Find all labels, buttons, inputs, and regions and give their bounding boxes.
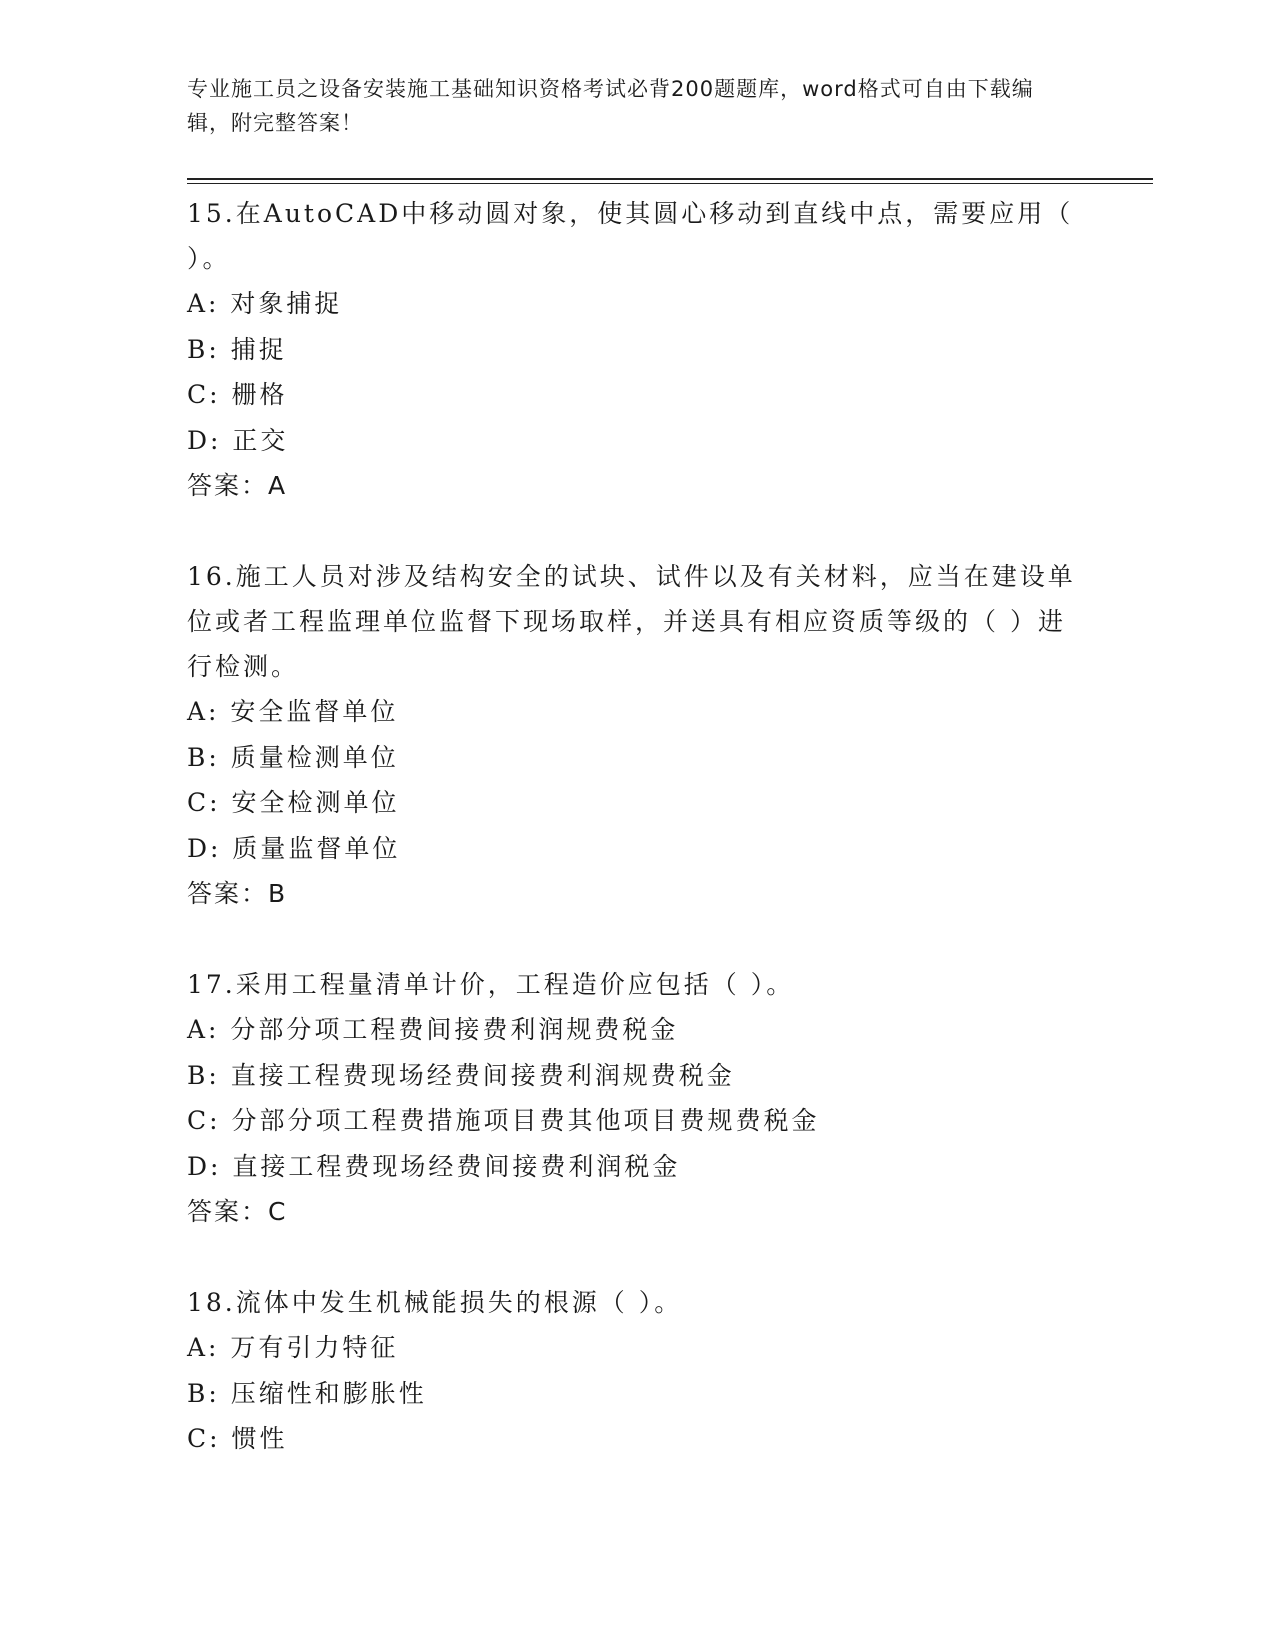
option-d: D: 正交 [187, 425, 289, 455]
option-c: C: 惯性 [187, 1424, 288, 1453]
question-stem: 16.施工人员对涉及结构安全的试块、试件以及有关材料，应当在建设单位或者工程监理单位监督下现场取样，并送具有相应资质等级的（ ）进行检测。 [187, 562, 1076, 681]
header-rule-thick [187, 178, 1153, 180]
option-b: B: 质量检测单位 [187, 742, 399, 772]
question-17 [187, 962, 1087, 1234]
option-a: A: 对象捕捉 [187, 289, 343, 318]
option-d: D: 质量监督单位 [187, 833, 401, 863]
question-stem: 15.在AutoCAD中移动圆对象，使其圆心移动到直线中点，需要应用（ ）。 [187, 199, 1074, 273]
question-18 [187, 1280, 1087, 1462]
answer-label: 答案：C [187, 1197, 288, 1226]
option-b: B: 捕捉 [187, 334, 287, 364]
option-c: C: 栅格 [187, 380, 288, 409]
option-c: C: 分部分项工程费措施项目费其他项目费规费税金 [187, 1106, 820, 1135]
document-header: 专业施工员之设备安装施工基础知识资格考试必背200题题库，word格式可自由下载编辑，附完整答案！ [187, 77, 1034, 135]
question-stem: 17.采用工程量清单计价，工程造价应包括（ ）。 [187, 970, 795, 999]
answer-label: 答案：B [187, 879, 288, 908]
question-16 [187, 554, 1087, 916]
option-d: D: 直接工程费现场经费间接费利润税金 [187, 1151, 681, 1181]
option-c: C: 安全检测单位 [187, 788, 400, 817]
question-stem: 18.流体中发生机械能损失的根源（ ）。 [187, 1288, 683, 1317]
option-b: B: 压缩性和膨胀性 [187, 1378, 427, 1408]
option-b: B: 直接工程费现场经费间接费利润规费税金 [187, 1060, 735, 1090]
answer-label: 答案：A [187, 471, 288, 500]
option-a: A: 万有引力特征 [187, 1333, 399, 1362]
option-a: A: 安全监督单位 [187, 697, 399, 726]
question-15 [187, 191, 1087, 508]
header-rule-thin [187, 183, 1153, 184]
option-a: A: 分部分项工程费间接费利润规费税金 [187, 1015, 679, 1044]
question-list [187, 191, 1087, 1508]
